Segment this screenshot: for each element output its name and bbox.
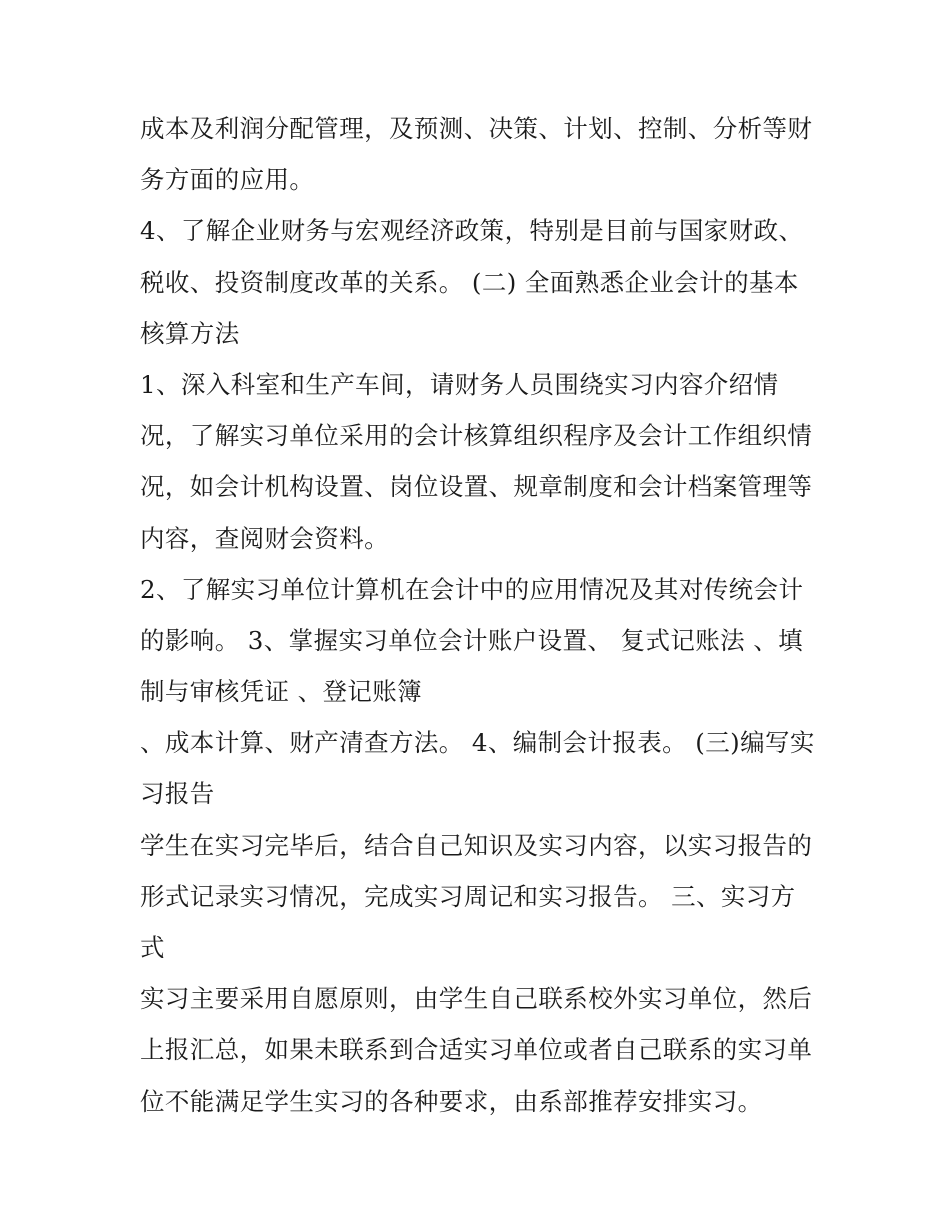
text-line: 1、深入科室和生产车间，请财务人员围绕实习内容介绍情 <box>140 369 779 399</box>
text-line: 实习主要采用自愿原则，由学生自己联系校外实习单位，然后 <box>140 984 813 1014</box>
text-line: 成本及利润分配管理，及预测、决策、计划、控制、分析等财 <box>140 114 813 143</box>
text-line: 内容，查阅财会资料。 <box>140 523 389 553</box>
text-line: 形式记录实习情况，完成实习周记和实习报告。 三、实习方 <box>140 881 796 911</box>
text-line: 习报告 <box>140 779 215 809</box>
text-line: 4、了解企业财务与宏观经济政策，特别是目前与国家财政、 <box>140 216 804 246</box>
text-line: 务方面的应用。 <box>140 165 315 195</box>
text-line: 式 <box>140 933 165 962</box>
text-line: 位不能满足学生实习的各种要求，由系部推荐安排实习。 <box>140 1086 763 1116</box>
text-line: 的影响。 3、掌握实习单位会计账户设置、 复式记账法 、填 <box>140 625 804 655</box>
body-text <box>140 103 820 1127</box>
text-line: 制与审核凭证 、登记账簿 <box>140 677 423 707</box>
text-line: 上报汇总，如果未联系到合适实习单位或者自己联系的实习单 <box>140 1035 813 1065</box>
text-line: 况，了解实习单位采用的会计核算组织程序及会计工作组织情 <box>140 421 813 451</box>
text-line: 况，如会计机构设置、岗位设置、规章制度和会计档案管理等 <box>140 472 813 502</box>
text-line: 2、了解实习单位计算机在会计中的应用情况及其对传统会计 <box>140 574 804 604</box>
text-line: 学生在实习完毕后，结合自己知识及实习内容，以实习报告的 <box>140 830 813 860</box>
text-line: 核算方法 <box>140 318 240 348</box>
text-line: 、成本计算、财产清查方法。 4、编制会计报表。 (三)编写实 <box>140 728 815 758</box>
text-line: 税收、投资制度改革的关系。 (二) 全面熟悉企业会计的基本 <box>140 267 799 297</box>
